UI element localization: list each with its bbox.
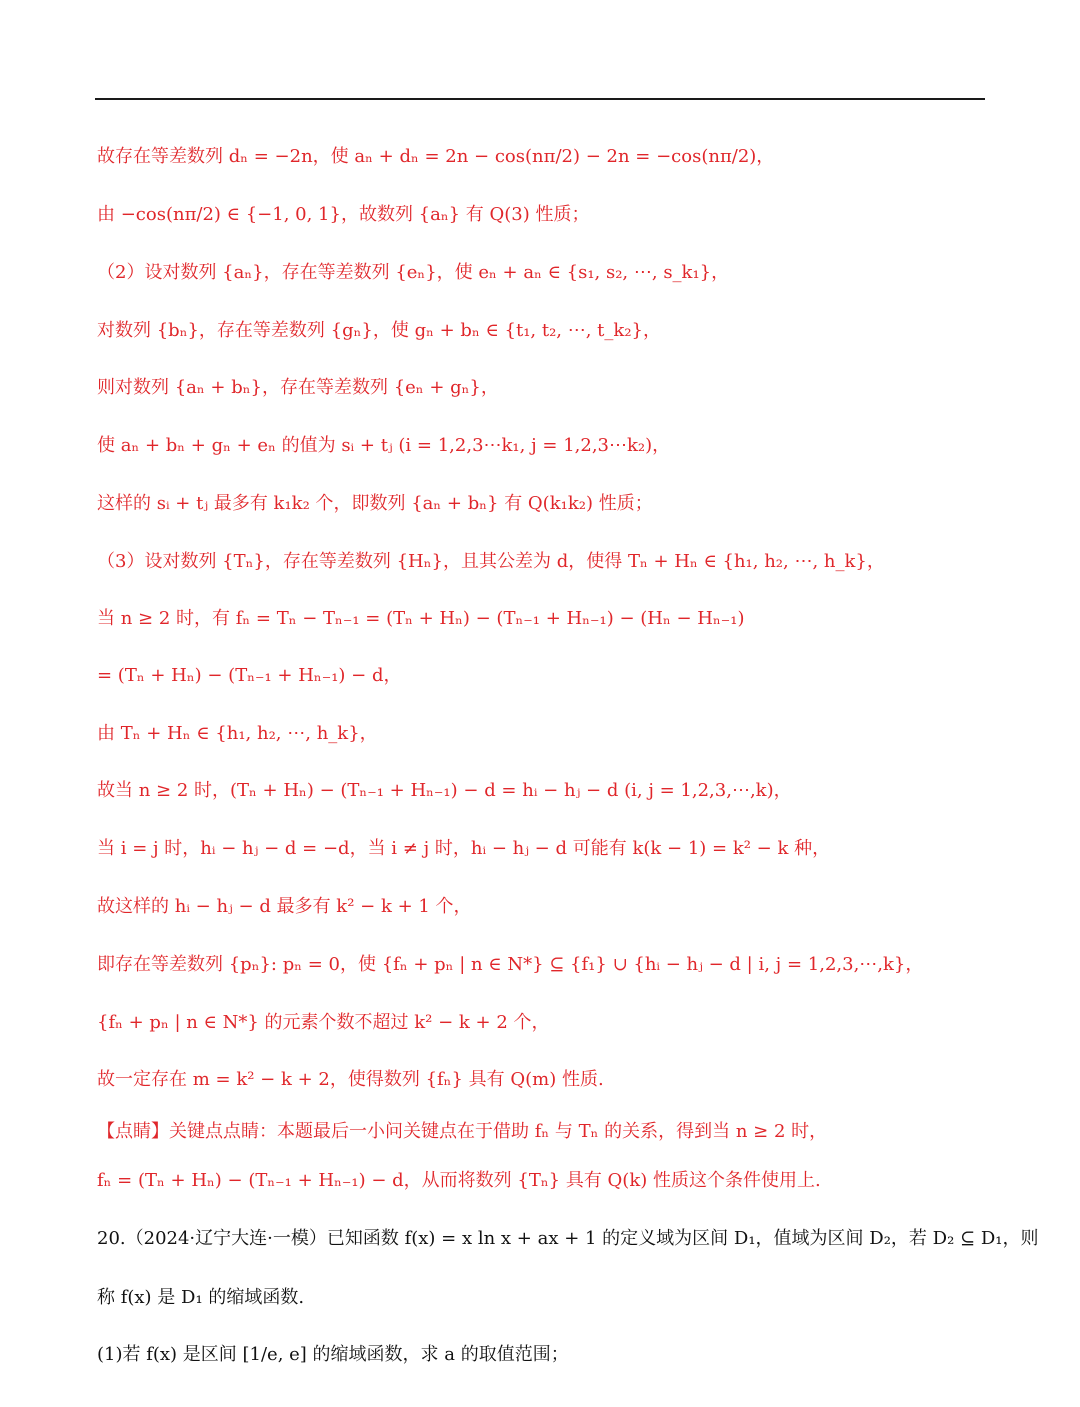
solution-line: 当 i = j 时，hᵢ − hⱼ − d = −d，当 i ≠ j 时，hᵢ − hⱼ − d 可能有 k(k − 1) = k² − k 种， [97, 838, 831, 859]
solution-line: （2）设对数列 {aₙ}，存在等差数列 {eₙ}，使 eₙ + aₙ ∈ {s₁, s₂, ⋯, s_k₁}， [97, 262, 730, 283]
problem-20-statement: 20.（2024·辽宁大连·一模）已知函数 f(x) = x ln x + ax + 1 的定义域为区间 D₁，值域为区间 D₂，若 D₂ ⊆ D₁，则 [97, 1228, 1039, 1249]
solution-line: 故一定存在 m = k² − k + 2，使得数列 {fₙ} 具有 Q(m) 性质. [97, 1069, 604, 1090]
solution-line: 由 Tₙ + Hₙ ∈ {h₁, h₂, ⋯, h_k}， [97, 723, 378, 744]
solution-line: = (Tₙ + Hₙ) − (Tₙ₋₁ + Hₙ₋₁) − d， [97, 665, 402, 686]
solution-line: 对数列 {bₙ}，存在等差数列 {gₙ}，使 gₙ + bₙ ∈ {t₁, t₂, ⋯, t_k₂}， [97, 320, 661, 341]
solution-line: 由 −cos(nπ/2) ∈ {−1, 0, 1}，故数列 {aₙ} 有 Q(3) 性质； [97, 204, 590, 225]
key-point-line: 【点睛】关键点点睛：本题最后一小问关键点在于借助 fₙ 与 Tₙ 的关系，得到当 n ≥ 2 时， [97, 1121, 828, 1142]
solution-line: 故存在等差数列 dₙ = −2n，使 aₙ + dₙ = 2n − cos(nπ/2) − 2n = −cos(nπ/2)， [97, 146, 775, 167]
solution-line: {fₙ + pₙ | n ∈ N*} 的元素个数不超过 k² − k + 2 个， [97, 1012, 550, 1033]
solution-line: 即存在等差数列 {pₙ}: pₙ = 0，使 {fₙ + pₙ | n ∈ N*} ⊆ {f₁} ∪ {hᵢ − hⱼ − d | i, j = 1,2,3,⋯,k}， [97, 954, 924, 975]
problem-20-part-1: (1)若 f(x) 是区间 [1/e, e] 的缩域函数，求 a 的取值范围； [97, 1344, 569, 1365]
key-point-line: fₙ = (Tₙ + Hₙ) − (Tₙ₋₁ + Hₙ₋₁) − d，从而将数列 {Tₙ} 具有 Q(k) 性质这个条件使用上. [97, 1170, 821, 1191]
solution-line: 则对数列 {aₙ + bₙ}，存在等差数列 {eₙ + gₙ}， [97, 377, 499, 398]
problem-20-statement: 称 f(x) 是 D₁ 的缩域函数. [97, 1287, 305, 1308]
solution-line: 故当 n ≥ 2 时，(Tₙ + Hₙ) − (Tₙ₋₁ + Hₙ₋₁) − d = hᵢ − hⱼ − d (i, j = 1,2,3,⋯,k)， [97, 780, 792, 801]
solution-line: 这样的 sᵢ + tⱼ 最多有 k₁k₂ 个，即数列 {aₙ + bₙ} 有 Q(k₁k₂) 性质； [97, 493, 653, 514]
solution-line: 使 aₙ + bₙ + gₙ + eₙ 的值为 sᵢ + tⱼ (i = 1,2,3⋯k₁, j = 1,2,3⋯k₂)， [97, 435, 671, 456]
solution-line: 当 n ≥ 2 时，有 fₙ = Tₙ − Tₙ₋₁ = (Tₙ + Hₙ) − (Tₙ₋₁ + Hₙ₋₁) − (Hₙ − Hₙ₋₁) [97, 608, 745, 629]
header-rule [95, 98, 985, 100]
solution-line: （3）设对数列 {Tₙ}，存在等差数列 {Hₙ}，且其公差为 d，使得 Tₙ + Hₙ ∈ {h₁, h₂, ⋯, h_k}， [97, 551, 885, 572]
solution-line: 故这样的 hᵢ − hⱼ − d 最多有 k² − k + 1 个， [97, 896, 472, 917]
